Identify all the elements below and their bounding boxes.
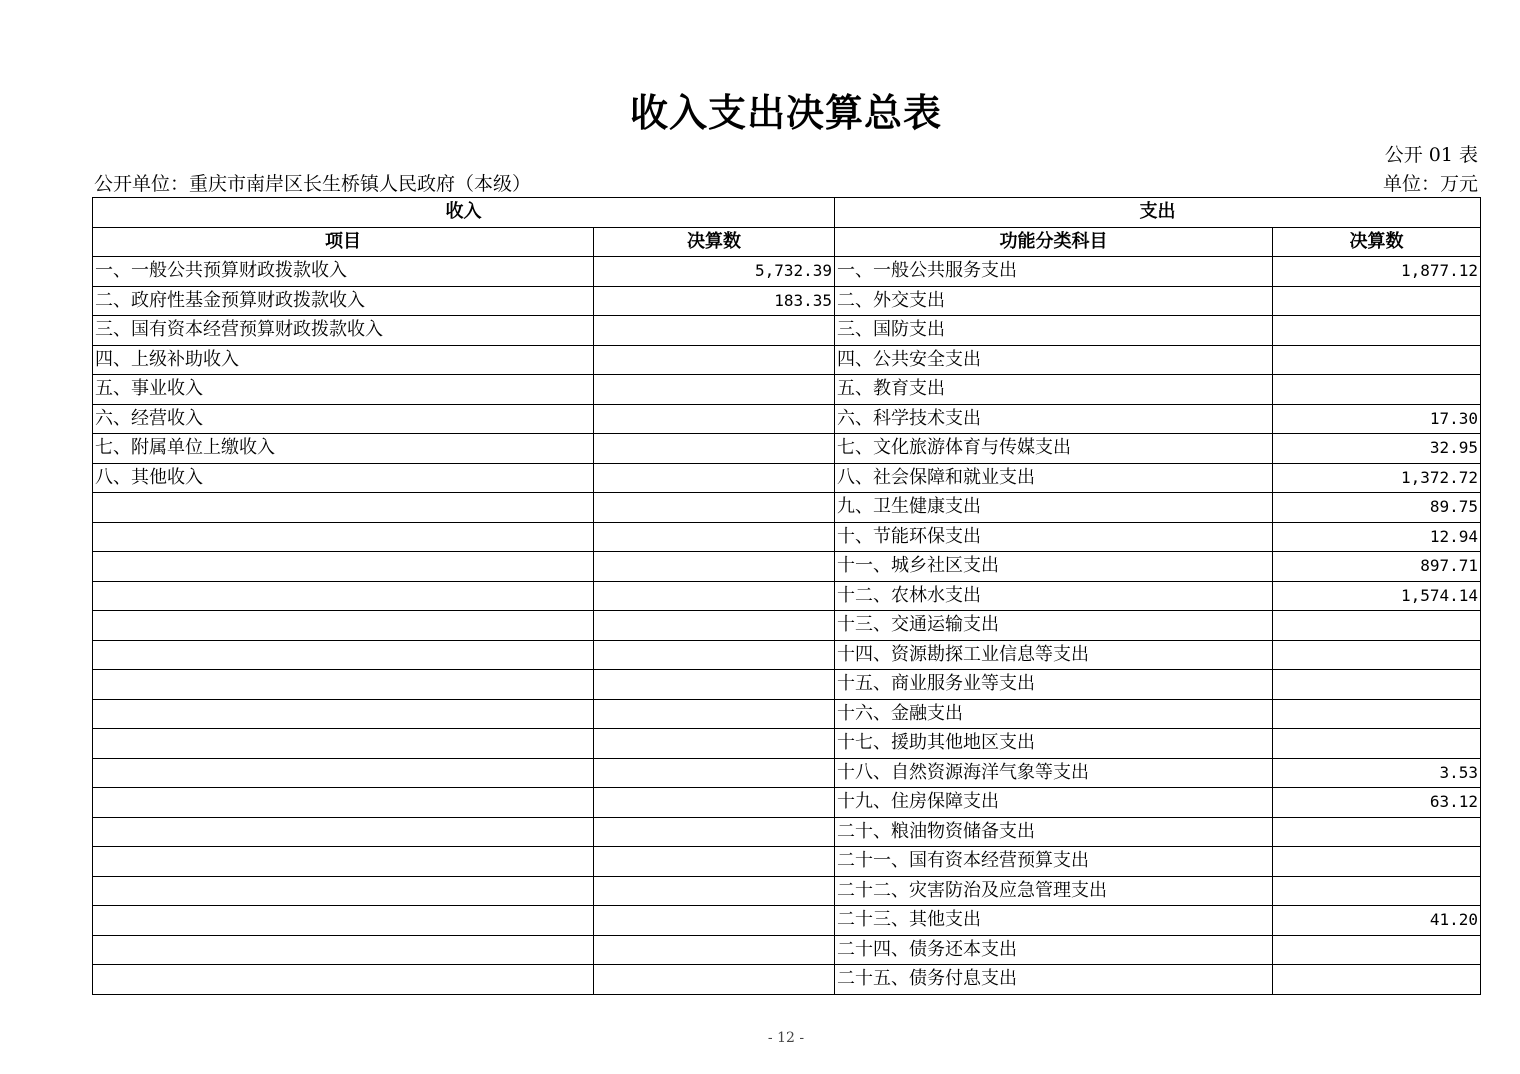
expense-item-cell: 二十、粮油物资储备支出 (835, 817, 1273, 847)
income-amount-cell (594, 935, 835, 965)
expense-item-cell: 四、公共安全支出 (835, 345, 1273, 375)
table-row (93, 522, 1481, 552)
table-row (93, 935, 1481, 965)
table-body (93, 257, 1481, 995)
income-item-cell: 八、其他收入 (93, 463, 594, 493)
income-amount-cell (594, 434, 835, 464)
income-item-cell (93, 935, 594, 965)
income-amount-cell (594, 375, 835, 405)
expense-item-cell: 十三、交通运输支出 (835, 611, 1273, 641)
expense-amount-cell: 897.71 (1273, 552, 1481, 582)
expense-amount-cell: 89.75 (1273, 493, 1481, 523)
expense-amount-cell (1273, 611, 1481, 641)
expense-amount-cell: 63.12 (1273, 788, 1481, 818)
income-item-cell: 三、国有资本经营预算财政拨款收入 (93, 316, 594, 346)
income-amount-cell (594, 611, 835, 641)
income-amount-cell (594, 758, 835, 788)
income-item-cell (93, 552, 594, 582)
table-row (93, 375, 1481, 405)
income-item-cell (93, 522, 594, 552)
expense-item-cell: 二十一、国有资本经营预算支出 (835, 847, 1273, 877)
expense-amount-cell (1273, 965, 1481, 995)
expense-amount-cell: 3.53 (1273, 758, 1481, 788)
expense-amount-cell (1273, 847, 1481, 877)
expense-item-cell: 十九、住房保障支出 (835, 788, 1273, 818)
expense-item-cell: 七、文化旅游体育与传媒支出 (835, 434, 1273, 464)
section-header-row (93, 198, 1481, 228)
expense-item-cell: 十八、自然资源海洋气象等支出 (835, 758, 1273, 788)
table-row (93, 965, 1481, 995)
table-row (93, 611, 1481, 641)
table-row (93, 257, 1481, 287)
income-item-cell (93, 758, 594, 788)
table-row (93, 434, 1481, 464)
income-amount-cell (594, 729, 835, 759)
expense-item-cell: 十七、援助其他地区支出 (835, 729, 1273, 759)
income-amount-cell (594, 463, 835, 493)
expense-amount-cell: 12.94 (1273, 522, 1481, 552)
income-amount-cell (594, 345, 835, 375)
table-row (93, 847, 1481, 877)
expense-item-cell: 二十五、债务付息支出 (835, 965, 1273, 995)
table-row (93, 345, 1481, 375)
income-item-cell (93, 817, 594, 847)
income-amount-cell (594, 906, 835, 936)
income-amount-cell (594, 581, 835, 611)
income-item-cell: 四、上级补助收入 (93, 345, 594, 375)
income-item-cell (93, 640, 594, 670)
income-amount-cell (594, 965, 835, 995)
income-item-cell: 二、政府性基金预算财政拨款收入 (93, 286, 594, 316)
expense-amount-cell (1273, 316, 1481, 346)
expense-amount-cell: 41.20 (1273, 906, 1481, 936)
page-title: 收入支出决算总表 (629, 91, 942, 135)
expense-item-cell: 十一、城乡社区支出 (835, 552, 1273, 582)
income-item-cell: 五、事业收入 (93, 375, 594, 405)
table-row (93, 788, 1481, 818)
expense-item-cell: 二十四、债务还本支出 (835, 935, 1273, 965)
expense-item-cell: 一、一般公共服务支出 (835, 257, 1273, 287)
income-item-cell: 七、附属单位上缴收入 (93, 434, 594, 464)
income-item-cell (93, 847, 594, 877)
expense-amount-cell: 1,372.72 (1273, 463, 1481, 493)
expense-amount-cell (1273, 345, 1481, 375)
table-row (93, 404, 1481, 434)
table-row (93, 876, 1481, 906)
form-number: 公开 01 表 (1384, 144, 1478, 166)
column-header-row (93, 227, 1481, 257)
income-item-cell (93, 788, 594, 818)
income-amount-cell (594, 316, 835, 346)
table-row (93, 906, 1481, 936)
expense-amount-cell (1273, 699, 1481, 729)
income-item-cell: 一、一般公共预算财政拨款收入 (93, 257, 594, 287)
expense-item-cell: 三、国防支出 (835, 316, 1273, 346)
expense-section-header: 支出 (835, 198, 1481, 228)
col-header-income-amount: 决算数 (594, 227, 835, 257)
income-item-cell (93, 670, 594, 700)
income-section-header: 收入 (93, 198, 835, 228)
expense-item-cell: 十四、资源勘探工业信息等支出 (835, 640, 1273, 670)
expense-item-cell: 十、节能环保支出 (835, 522, 1273, 552)
table-row (93, 729, 1481, 759)
expense-amount-cell (1273, 935, 1481, 965)
income-amount-cell (594, 847, 835, 877)
income-item-cell (93, 729, 594, 759)
expense-item-cell: 十二、农林水支出 (835, 581, 1273, 611)
expense-item-cell: 二十三、其他支出 (835, 906, 1273, 936)
income-amount-cell (594, 522, 835, 552)
table-row (93, 316, 1481, 346)
expense-item-cell: 十五、商业服务业等支出 (835, 670, 1273, 700)
income-amount-cell (594, 876, 835, 906)
expense-item-cell: 九、卫生健康支出 (835, 493, 1273, 523)
income-expense-table (92, 197, 1481, 995)
table-row (93, 817, 1481, 847)
expense-amount-cell: 1,574.14 (1273, 581, 1481, 611)
currency-unit: 单位：万元 (1382, 173, 1478, 195)
table-row (93, 581, 1481, 611)
expense-amount-cell: 17.30 (1273, 404, 1481, 434)
table-row (93, 699, 1481, 729)
table-row (93, 670, 1481, 700)
income-amount-cell (594, 552, 835, 582)
table-row (93, 640, 1481, 670)
expense-amount-cell (1273, 640, 1481, 670)
table-row (93, 493, 1481, 523)
expense-amount-cell: 32.95 (1273, 434, 1481, 464)
income-item-cell (93, 699, 594, 729)
income-item-cell (93, 581, 594, 611)
reporting-unit: 公开单位：重庆市南岸区长生桥镇人民政府（本级） (94, 173, 532, 195)
income-amount-cell: 5,732.39 (594, 257, 835, 287)
income-item-cell: 六、经营收入 (93, 404, 594, 434)
income-amount-cell (594, 404, 835, 434)
col-header-item: 项目 (93, 227, 594, 257)
table-row (93, 463, 1481, 493)
income-item-cell (93, 906, 594, 936)
income-item-cell (93, 611, 594, 641)
col-header-function: 功能分类科目 (835, 227, 1273, 257)
expense-item-cell: 十六、金融支出 (835, 699, 1273, 729)
income-amount-cell: 183.35 (594, 286, 835, 316)
table-row (93, 552, 1481, 582)
expense-item-cell: 五、教育支出 (835, 375, 1273, 405)
table-row (93, 286, 1481, 316)
income-amount-cell (594, 788, 835, 818)
income-item-cell (93, 493, 594, 523)
expense-amount-cell (1273, 375, 1481, 405)
expense-item-cell: 二、外交支出 (835, 286, 1273, 316)
expense-amount-cell (1273, 670, 1481, 700)
income-item-cell (93, 876, 594, 906)
income-item-cell (93, 965, 594, 995)
expense-amount-cell (1273, 817, 1481, 847)
income-amount-cell (594, 493, 835, 523)
table-row (93, 758, 1481, 788)
expense-amount-cell (1273, 876, 1481, 906)
page-number: - 12 - (767, 1030, 805, 1046)
expense-amount-cell (1273, 729, 1481, 759)
income-amount-cell (594, 640, 835, 670)
expense-item-cell: 八、社会保障和就业支出 (835, 463, 1273, 493)
income-amount-cell (594, 817, 835, 847)
income-amount-cell (594, 699, 835, 729)
col-header-expense-amount: 决算数 (1273, 227, 1481, 257)
expense-amount-cell (1273, 286, 1481, 316)
income-amount-cell (594, 670, 835, 700)
expense-amount-cell: 1,877.12 (1273, 257, 1481, 287)
expense-item-cell: 二十二、灾害防治及应急管理支出 (835, 876, 1273, 906)
expense-item-cell: 六、科学技术支出 (835, 404, 1273, 434)
